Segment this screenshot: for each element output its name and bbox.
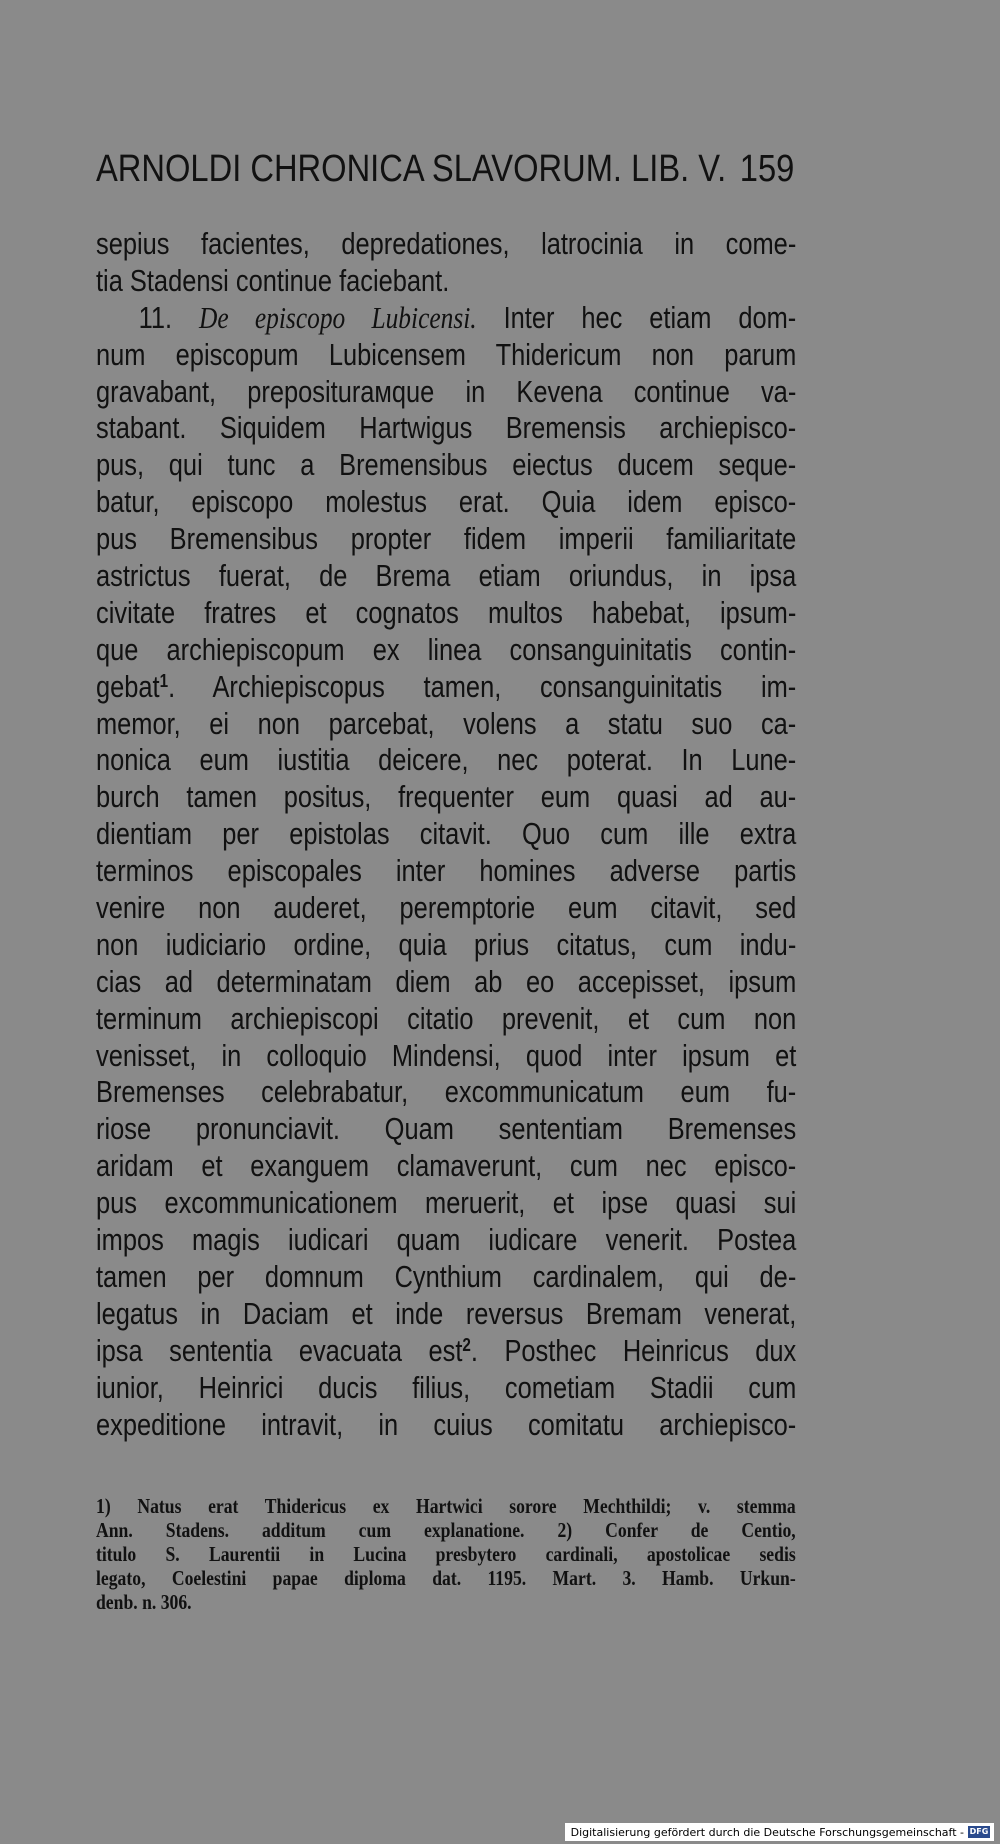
text-line: tamen per domnum Cynthium cardinalem, qui de- [96, 1258, 797, 1294]
text-line: impos magis iudicari quam iudicare venerit. Postea [96, 1222, 797, 1258]
text-line: terminum archiepiscopi citatio prevenit, et cum non [96, 1000, 797, 1036]
section-title: De episcopo Lubicensi. [199, 299, 477, 335]
text-line: num episcopum Lubicensem Thidericum non parum [96, 336, 797, 372]
text-line: expeditione intravit, in cuius comitatu archiepisco- [96, 1406, 797, 1442]
section-number: 11. [138, 299, 173, 335]
text-line: non iudiciario ordine, quia prius citatus, cum indu- [96, 926, 797, 962]
digitization-credit [565, 1823, 994, 1841]
footnote-ref-line: ipsa sententia evacuata est$^2$. Posthec Heinricus dux [96, 1332, 797, 1368]
text-line: que archiepiscopum ex linea consanguinitatis contin- [96, 631, 797, 667]
footnote-line: Ann. Stadens. additum cum explanatione. 2) Confer de Centio, [96, 1518, 796, 1542]
section-heading-line [96, 300, 796, 337]
text-line: dientiam per epistolas citavit. Quo cum ille extra [96, 816, 797, 852]
running-title: ARNOLDI CHRONICA SLAVORUM. LIB. V. [96, 148, 727, 190]
text-line: Bremenses celebrabatur, excommunicatum eum fu- [96, 1074, 797, 1110]
text-line: tia Stadensi continue faciebant. [96, 262, 450, 298]
main-text [96, 226, 796, 1443]
text-line: riose pronunciavit. Quam sententiam Bremenses [96, 1111, 797, 1147]
text-line: burch tamen positus, frequenter eum quasi ad au- [96, 779, 797, 815]
footnotes [96, 1494, 796, 1614]
text-line: memor, ei non parcebat, volens a statu suo ca- [96, 705, 797, 741]
text-line: gravabant, prepositurамque in Kevena continue va- [96, 373, 797, 409]
text-line: sepius facientes, depredationes, latrocinia in come- [96, 226, 797, 261]
dfg-logo-icon: DFG [969, 1827, 989, 1836]
running-header [96, 148, 794, 191]
footnote-ref-1: 1 [159, 669, 169, 691]
text-line: nonica eum iustitia deicere, nec poterat. In Lune- [96, 742, 797, 778]
footnote-ref-2: 2 [462, 1333, 471, 1355]
text-line: aridam et exanguem clamaverunt, cum nec episco- [96, 1148, 797, 1184]
text-line: stabant. Siquidem Hartwigus Bremensis archiepisco- [96, 410, 797, 446]
text-line: cias ad determinatam diem ab eo accepisset, ipsum [96, 963, 797, 999]
text-line: pus Bremensibus propter fidem imperii familiaritate [96, 521, 797, 557]
text-line: pus excommunicationem meruerit, et ipse quasi sui [96, 1185, 797, 1221]
credit-text: Digitalisierung gefördert durch die Deutsche Forschungsgemeinschaft - [570, 1825, 964, 1839]
text-line: legatus in Daciam et inde reversus Bremam venerat, [96, 1295, 797, 1331]
section-line-rest: Inter hec etiam dom- [503, 299, 797, 335]
text-line: batur, episcopo molestus erat. Quia idem episco- [96, 484, 797, 520]
text-line: civitate fratres et cognatos multos habebat, ipsum- [96, 594, 797, 630]
footnote-ref-line: gebat$^1$. Archiepiscopus tamen, consanguinitatis im- [96, 668, 797, 704]
text-line: astrictus fuerat, de Brema etiam oriundus, in ipsa [96, 558, 797, 594]
footnote-line: titulo S. Laurentii in Lucina presbytero cardinali, apostolicae sedis [96, 1542, 796, 1566]
footnote-line: legato, Coelestini papae diploma dat. 1195. Mart. 3. Hamb. Urkun- [96, 1566, 796, 1590]
text-line: pus, qui tunc a Bremensibus eiectus ducem seque- [96, 447, 797, 483]
text-line: venire non auderet, peremptorie eum citavit, sed [96, 890, 797, 926]
footnote-line: denb. n. 306. [96, 1590, 192, 1614]
text-line: iunior, Heinrici ducis filius, cometiam Stadii cum [96, 1369, 797, 1405]
footnote-line: 1) Natus erat Thidericus ex Hartwici sorore Mechthildi; v. stemma [96, 1494, 796, 1518]
text-line: venisset, in colloquio Mindensi, quod inter ipsum et [96, 1037, 797, 1073]
page-number: 159 [739, 148, 795, 190]
text-line: terminos episcopales inter homines adverse partis [96, 853, 797, 889]
